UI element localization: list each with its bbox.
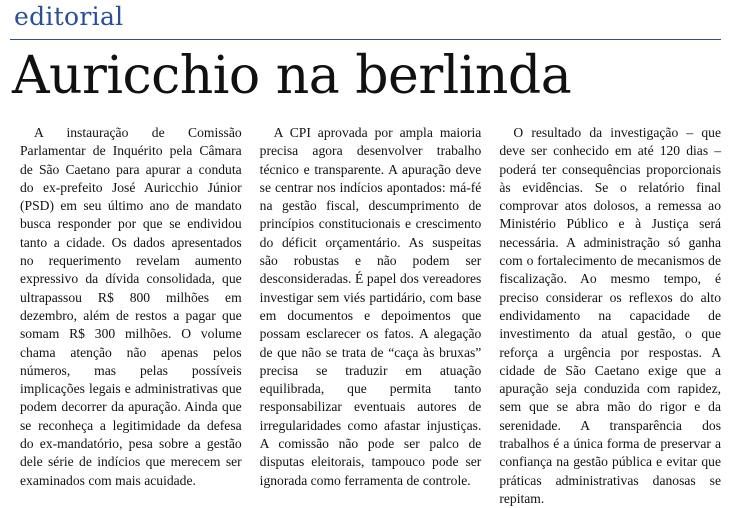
column-3-text: O resultado da investigação – que deve ser conhecido em até 120 dias – poderá ter consequências proporcionais às evidências. Se o relatório final comprovar atos dolosos, a remessa ao Ministério Público e à Justiça será necessária. A administração só ganha com o fortalecimento de mecanismos de fiscalização. Ao mesmo tempo, é preciso considerar os reflexos do alto endividamento na capacidade de investimento da atual gestão, o que reforça a urgência por respostas. A cidade de São Caetano exige que a apuração seja conduzida com rapidez, sem que se abra mão do rigor e da serenidade. A transparência dos trabalhos é a única forma de preservar a confiança na gestão pública e evitar que práticas administrativas danosas se repitam. [499,125,722,506]
article-columns [20,124,722,506]
column-2 [259,124,482,488]
section-label: editorial [14,2,124,31]
column-1-text: A instauração de Comissão Parlamentar de Inquérito pela Câmara de São Caetano para apurar a conduta do ex-prefeito José Auricchio Júnior (PSD) em seu último ano de mandato busca responder por que se endividou tanto a cidade. Os dados apresentados no requerimento revelam aumento expressivo da dívida consolidada, que ultrapassou R$ 800 milhões em dezembro, além de restos a pagar que somam R$ 300 milhões. O volume chama atenção não apenas pelos números, mas pelas possíveis implicações legais e administrativas que podem decorrer da apuração. Ainda que se reconheça a legitimidade da defesa do ex-mandatório, pesa sobre a gestão dele série de indícios que merecem ser examinados com mais acuidade. [20,125,242,488]
headline: Auricchio na berlinda [12,46,572,106]
column-1 [20,124,242,488]
column-2-text: A CPI aprovada por ampla maioria precisa agora desenvolver trabalho técnico e transparente. A apuração deve se centrar nos indícios apontados: má-fé na gestão fiscal, descumprimento de princípios constitucionais e crescimento do déficit orçamentário. As suspeitas são robustas e não podem ser desconsideradas. É papel dos vereadores investigar sem viés partidário, com base em documentos e depoimentos que possam esclarecer os fatos. A alegação de que não se trata de “caça às bruxas” precisa se traduzir em atuação equilibrada, que permita tanto responsabilizar eventuais autores de irregularidades como afastar injustiças. A comissão não pode ser palco de disputas eleitorais, tampouco pode ser ignorada como ferramenta de controle. [259,125,482,488]
header-rule [10,39,721,40]
column-3 [499,124,722,506]
